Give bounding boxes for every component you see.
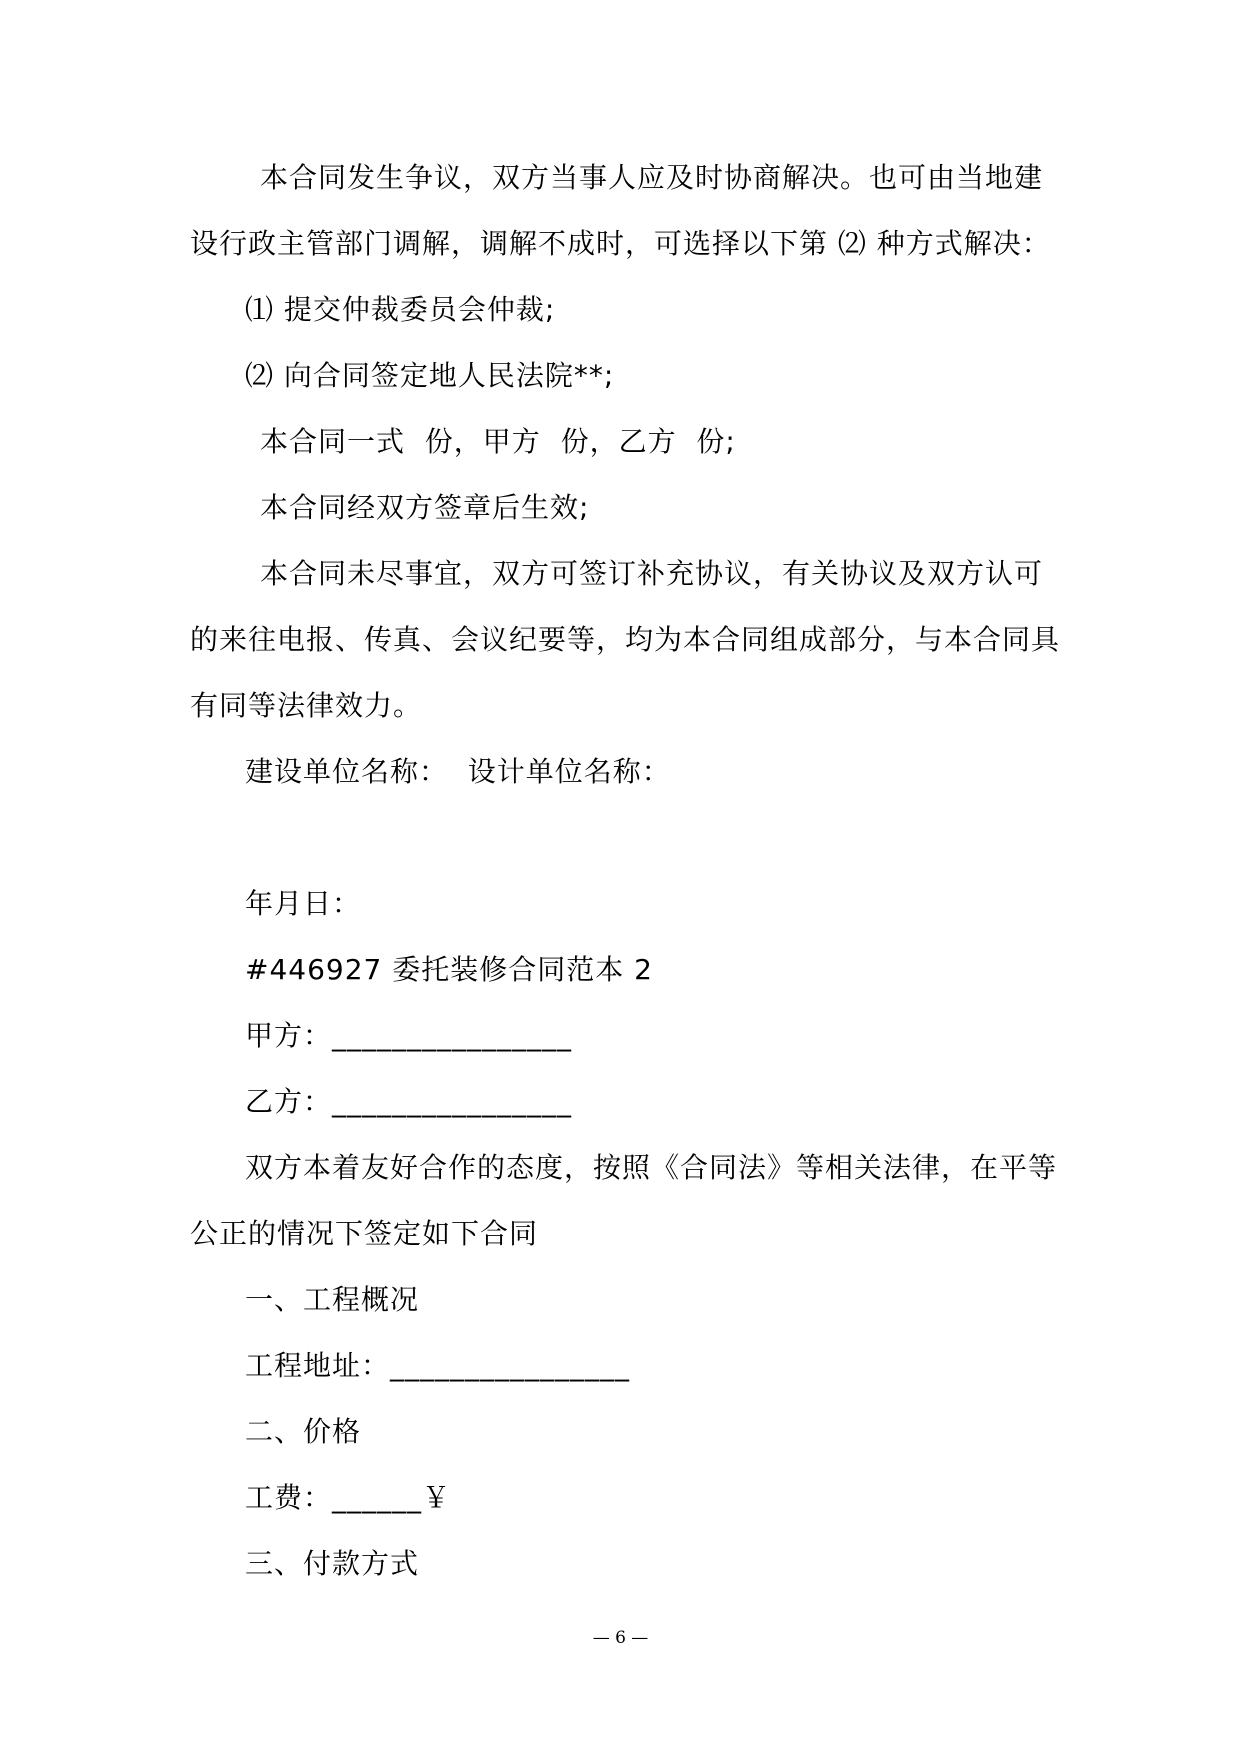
section-heading-project: 一、工程概况 [245,1283,420,1316]
page-number: — 6 — [592,1628,649,1648]
intro-paragraph-line-1: 双方本着友好合作的态度，按照《合同法》等相关法律，在平等 [245,1151,1058,1184]
labor-fee-field: 工费：______￥ [245,1481,452,1514]
effective-clause: 本合同经双方签章后生效; [260,491,590,524]
contract-title: #446927 委托装修合同范本 2 [245,953,653,986]
intro-paragraph-line-2: 公正的情况下签定如下合同 [190,1217,539,1250]
copies-clause: 本合同一式 份，甲方 份，乙方 份; [260,425,736,458]
option-court: ⑵ 向合同签定地人民法院**; [245,359,615,392]
party-b-field: 乙方：________________ [245,1085,573,1118]
supplement-clause-line-2: 的来往电报、传真、会议纪要等，均为本合同组成部分，与本合同具 [190,623,1061,656]
date-label: 年月日： [245,887,362,920]
section-heading-payment: 三、付款方式 [245,1547,420,1580]
paragraph-dispute-line-1: 本合同发生争议，双方当事人应及时协商解决。也可由当地建 [260,161,1044,194]
signatory-names: 建设单位名称： 设计单位名称： [245,755,671,788]
option-arbitration: ⑴ 提交仲裁委员会仲裁; [245,293,556,326]
paragraph-dispute-line-2: 设行政主管部门调解，调解不成时，可选择以下第 ⑵ 种方式解决： [190,227,1051,260]
supplement-clause-line-3: 有同等法律效力。 [190,689,423,722]
section-heading-price: 二、价格 [245,1415,362,1448]
project-address-field: 工程地址：________________ [245,1349,631,1382]
supplement-clause-line-1: 本合同未尽事宜，双方可签订补充协议，有关协议及双方认可 [260,557,1044,590]
party-a-field: 甲方：________________ [245,1019,573,1052]
